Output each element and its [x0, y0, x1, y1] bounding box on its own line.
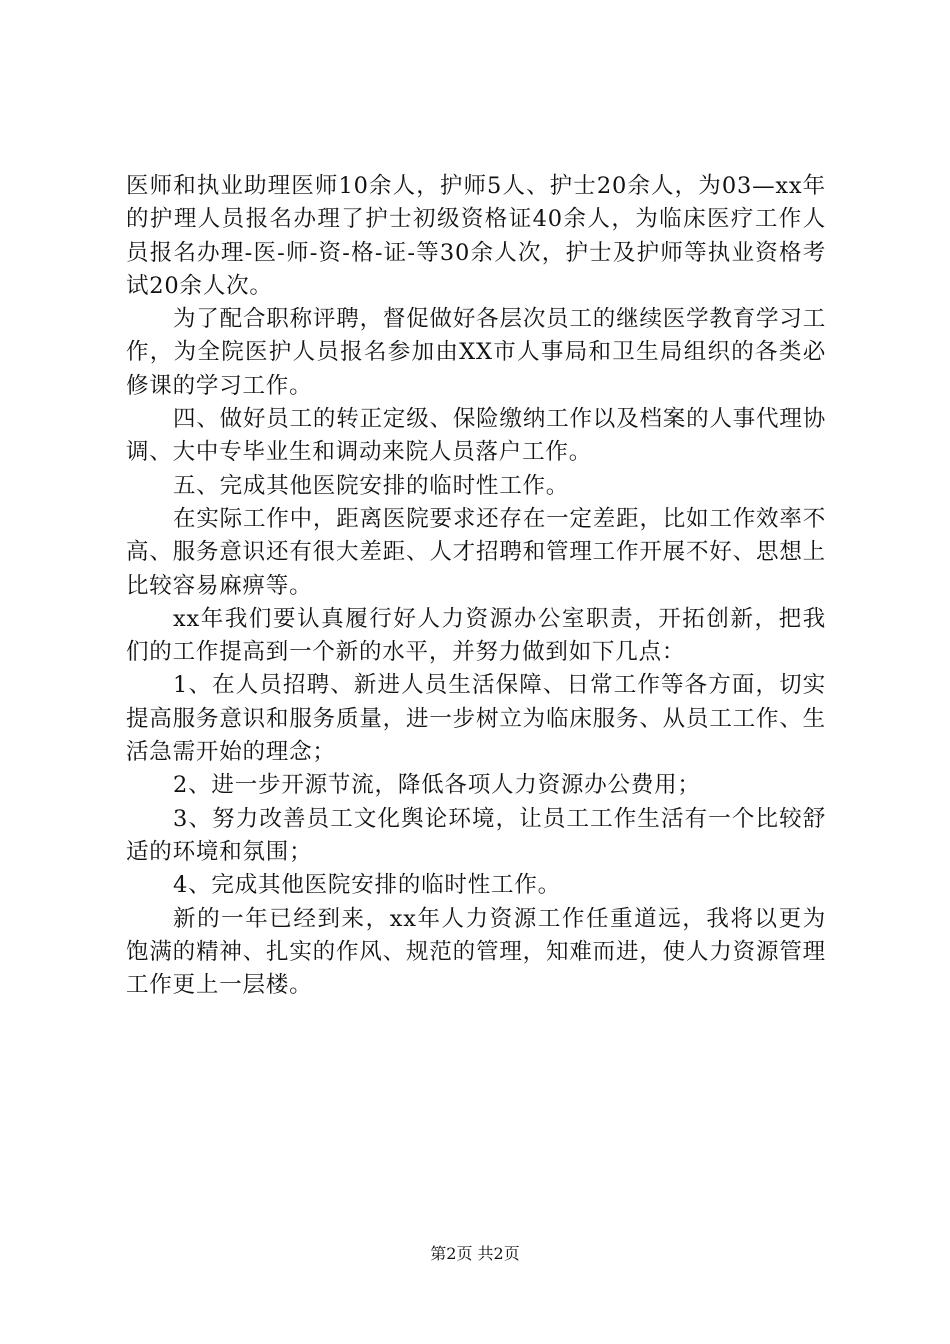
paragraph-shortcomings: 在实际工作中，距离医院要求还存在一定差距，比如工作效率不高、服务意识还有很大差距、人才招聘和管理工作开展不好、思想上比较容易麻痹等。	[126, 505, 826, 599]
paragraph-section-four: 四、做好员工的转正定级、保险缴纳工作以及档案的人事代理协调、大中专毕业生和调动来院人员落户工作。	[126, 406, 826, 466]
list-item-4: 4、完成其他医院安排的临时性工作。	[173, 872, 561, 899]
paragraph-next-year-goals: xx年我们要认真履行好人力资源办公室职责，开拓创新，把我们的工作提高到一个新的水平，并努力做到如下几点：	[126, 605, 826, 666]
page-footer: 第2页 共2页	[430, 1244, 520, 1263]
list-item-3: 3、努力改善员工文化舆论环境，让员工工作生活有一个比较舒适的环境和氛围；	[126, 805, 826, 865]
document-body	[126, 170, 826, 1002]
paragraph-section-five: 五、完成其他医院安排的临时性工作。	[173, 472, 570, 499]
list-item-1: 1、在人员招聘、新进人员生活保障、日常工作等各方面，切实提高服务意识和服务质量，进一步树立为临床服务、从员工工作、生活急需开始的理念；	[126, 672, 826, 766]
paragraph-continuation: 医师和执业助理医师10余人，护师5人、护士20余人，为03—xx年的护理人员报名办理了护士初级资格证40余人，为临床医疗工作人员报名办理-医-师-资-格-证-等30余人次，护士及护师等执业资格考试20余人次。	[126, 173, 826, 299]
paragraph-conclusion: 新的一年已经到来，xx年人力资源工作任重道远，我将以更为饱满的精神、扎实的作风、规范的管理，知难而进，使人力资源管理工作更上一层楼。	[126, 905, 826, 999]
list-item-2: 2、进一步开源节流，降低各项人力资源办公费用；	[173, 772, 701, 799]
paragraph-continuing-education: 为了配合职称评聘，督促做好各层次员工的继续医学教育学习工作，为全院医护人员报名参加由XX市人事局和卫生局组织的各类必修课的学习工作。	[126, 306, 826, 399]
